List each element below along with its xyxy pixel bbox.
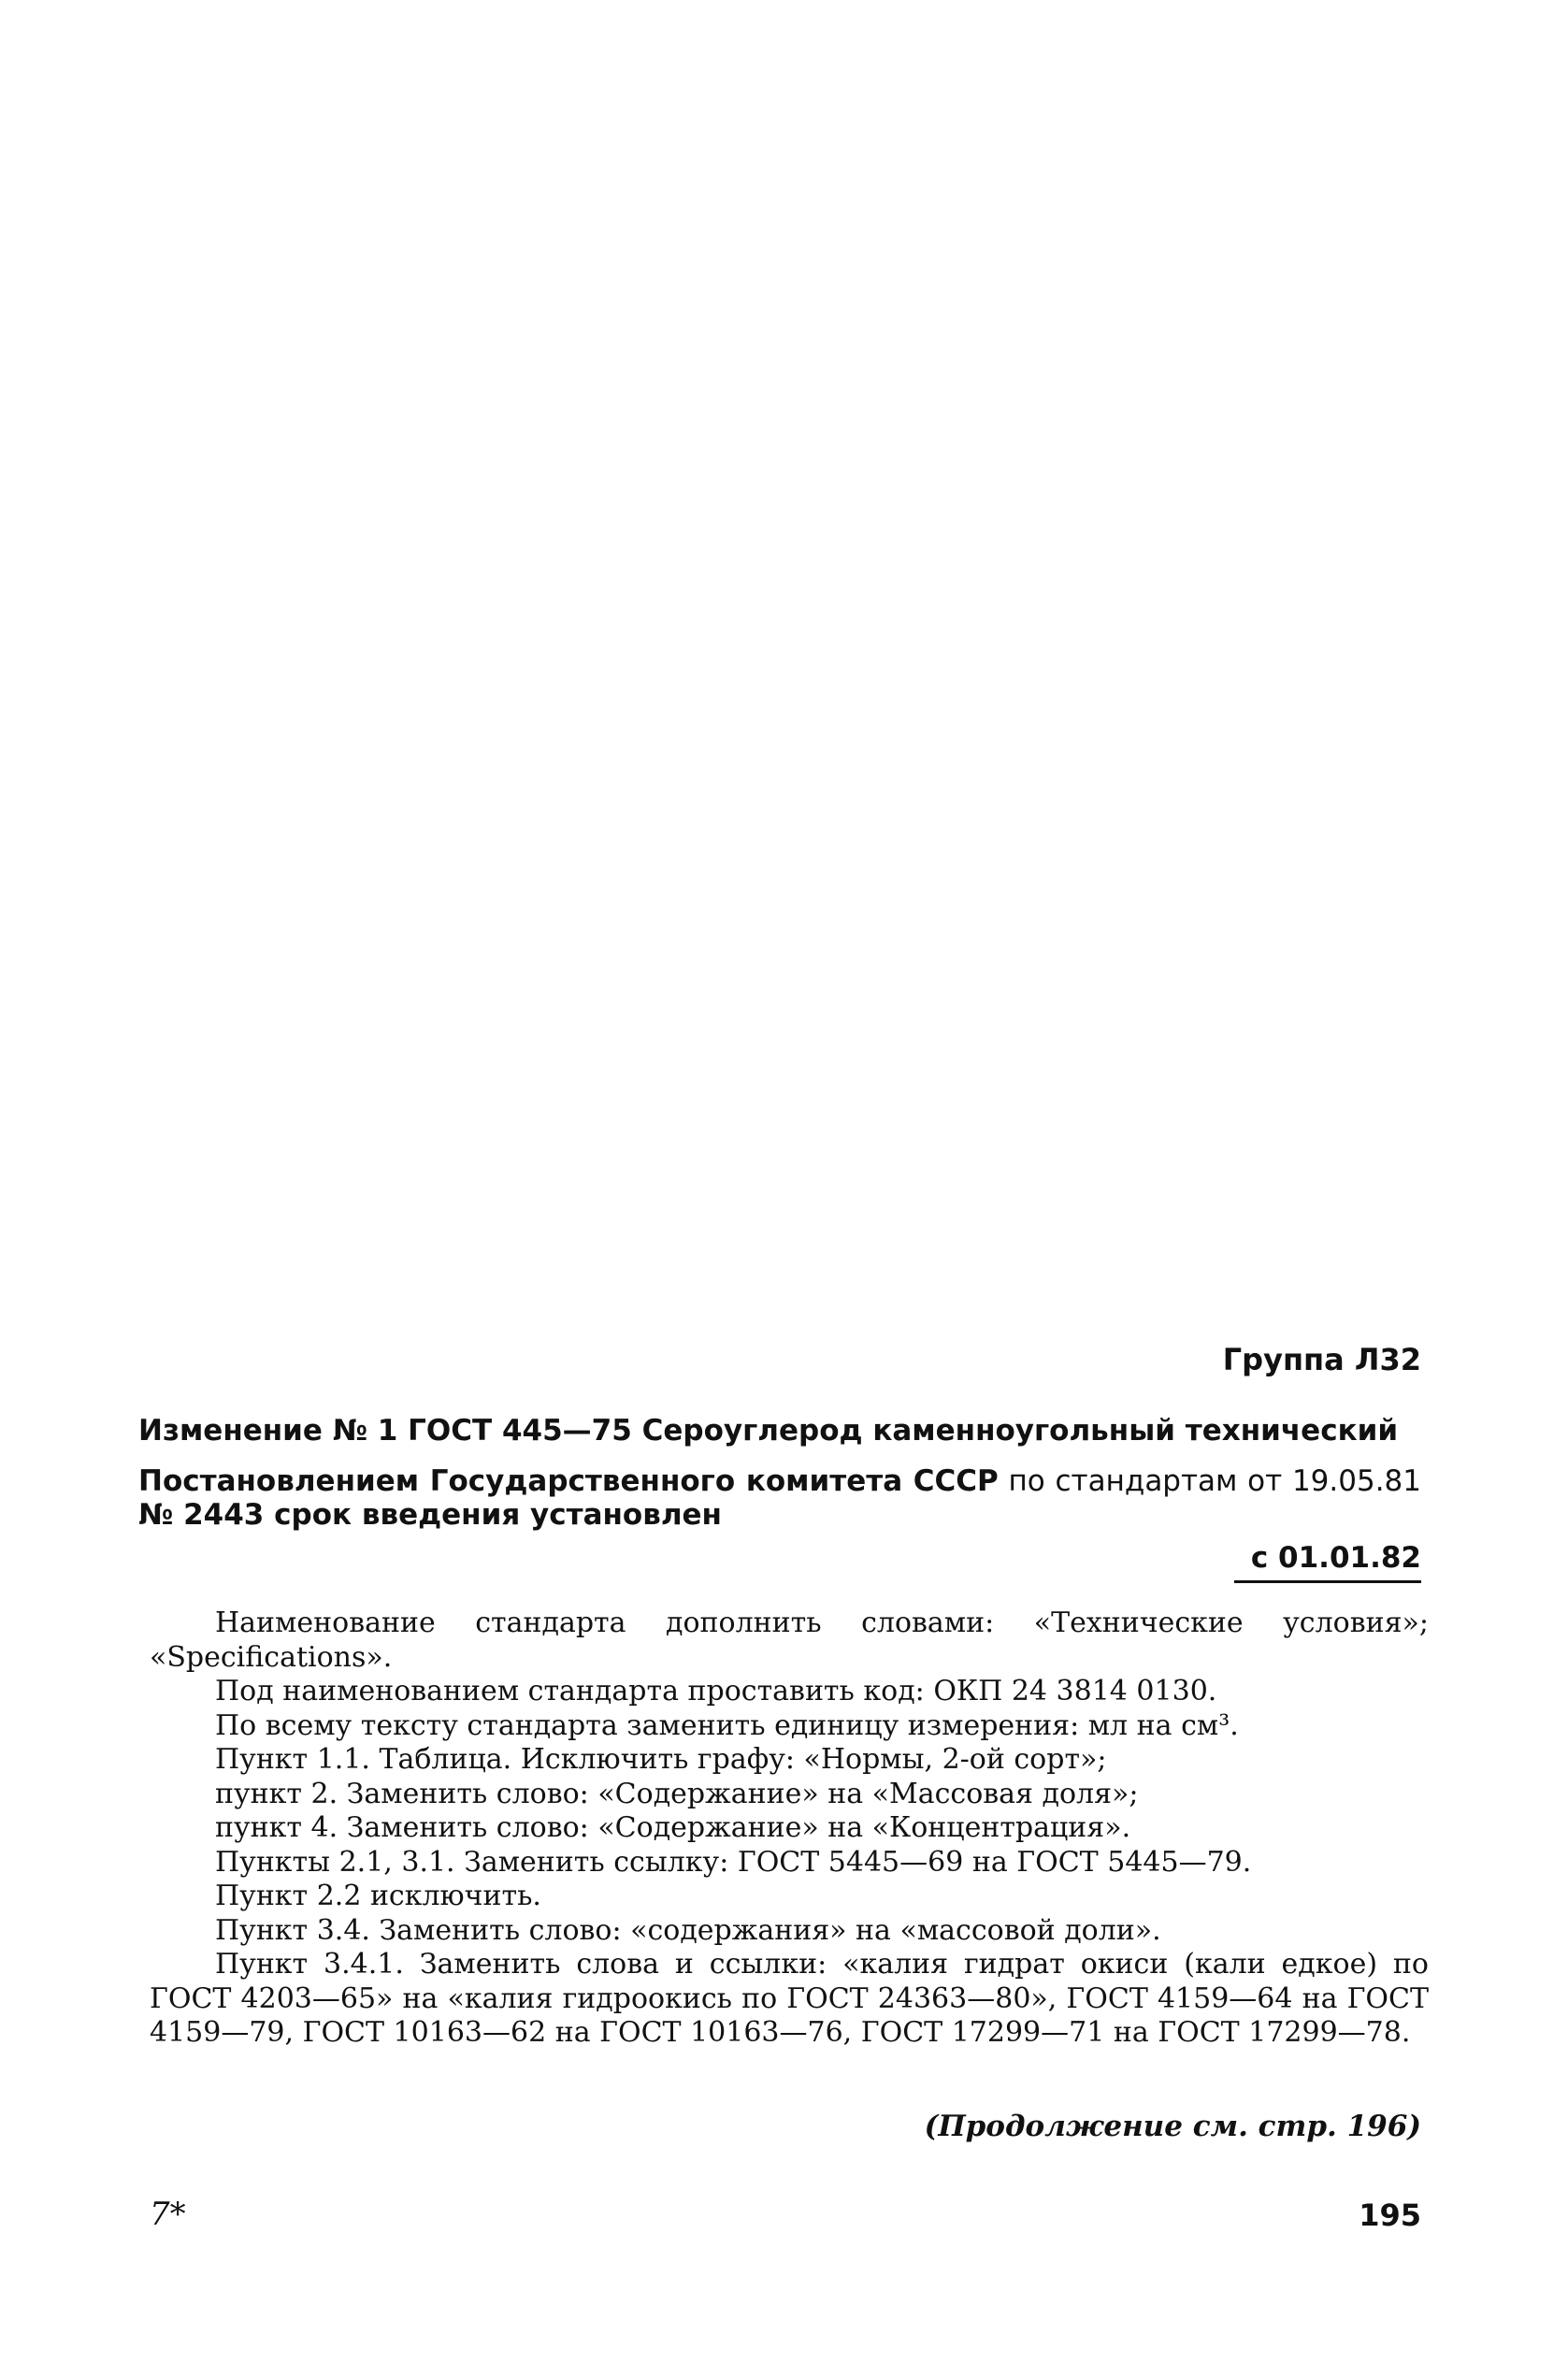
paragraph: пункт 2. Заменить слово: «Содержание» на «Массовая доля»; [215,1777,1139,1810]
paragraph: пункт 4. Заменить слово: «Содержание» на «Концентрация». [215,1811,1131,1844]
decree-text-bold-start: Постановлением Государственного комитета СССР [138,1464,999,1498]
paragraph: Пункты 2.1, 3.1. Заменить ссылку: ГОСТ 5445—69 на ГОСТ 5445—79. [215,1845,1252,1879]
continuation-note: (Продолжение см. стр. 196) [924,2110,1421,2143]
effective-date: с 01.01.82 [1234,1541,1421,1583]
amendment-body [150,1607,1429,2051]
sheet-mark: 7* [150,2196,186,2233]
paragraph: Наименование стандарта дополнить словами: «Технические условия»; «Specifications». [150,1607,1429,1674]
paragraph: Под наименованием стандарта проставить код: ОКП 24 3814 0130. [215,1675,1217,1707]
decree-text-normal: по стандартам от 19.05.81 [998,1464,1421,1498]
paragraph: Пункт 3.4. Заменить слово: «содержания» на «массовой доли». [215,1913,1161,1947]
group-classification: Группа Л32 [1222,1342,1421,1377]
change-title: Изменение № 1 ГОСТ 445—75 Сероуглерод каменноугольный технический [138,1414,1399,1448]
paragraph: По всему тексту стандарта заменить единицу измерения: мл на см³. [215,1708,1239,1742]
paragraph: Пункт 2.2 исключить. [215,1880,541,1912]
page-number: 195 [1359,2197,1421,2233]
paragraph: Пункт 3.4.1. Заменить слова и ссылки: «калия гидрат окиси (кали едкое) по ГОСТ 4203—65» на «калия гидроокись по ГОСТ 24363—80», ГОСТ 4159—64 на ГОСТ 4159—79, ГОСТ 10163—62 на ГОСТ 10163—76, ГОСТ 17299—71 на ГОСТ 17299—78. [150,1948,1429,2049]
decree-statement [138,1464,1421,1532]
decree-text-bold-end: № 2443 срок введения установлен [138,1498,722,1532]
paragraph: Пункт 1.1. Таблица. Исключить графу: «Нормы, 2-ой сорт»; [215,1743,1107,1776]
